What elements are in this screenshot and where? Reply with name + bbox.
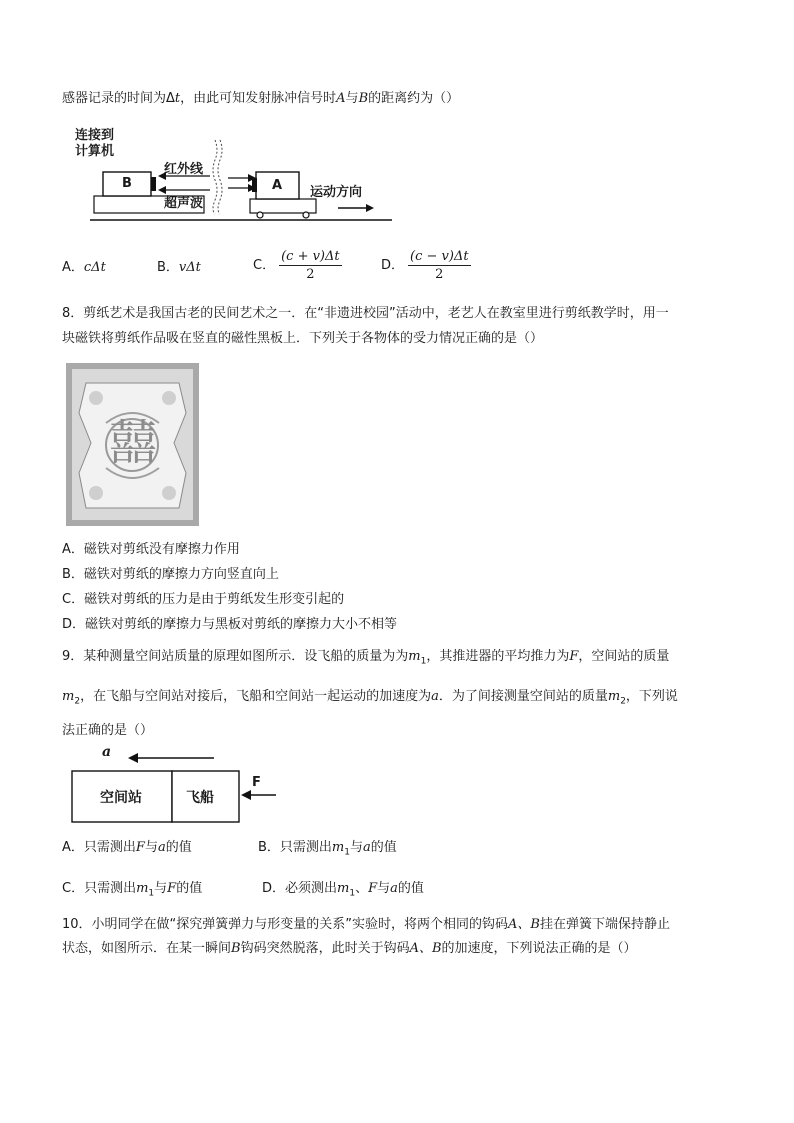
q7-figure	[60, 122, 400, 232]
q10-stem-line1: 10．小明同学在做“探究弹簧弹力与形变量的关系”实验时，将两个相同的钩码A、B挂在弹簧下端保持静止	[62, 917, 670, 932]
q7-option-b: B．vΔt	[157, 260, 201, 275]
q7-option-d: D． $\frac{(c - v)\Delta t}{2}$	[381, 249, 469, 282]
q8-option-c: C．磁铁对剪纸的压力是由于剪纸发生形变引起的	[62, 592, 345, 607]
q8-stem-line1: 8．剪纸艺术是我国古老的民间艺术之一．在“非遗进校园”活动中，老艺人在教室里进行剪纸教学时，用一	[62, 306, 669, 321]
acceleration-label: a	[102, 744, 112, 760]
force-label: F	[252, 775, 261, 790]
q9-stem-line3: 法正确的是（）	[62, 723, 154, 738]
q9-stem-line2: $m_2$，在飞船与空间站对接后，飞船和空间站一起运动的加速度为a．为了间接测量空间站的质量$m_2$，下列说	[62, 689, 678, 707]
q9-option-a: A．只需测出F与a的值	[62, 840, 192, 855]
q8-option-d: D．磁铁对剪纸的摩擦力与黑板对剪纸的摩擦力大小不相等	[62, 617, 398, 632]
q8-option-a: A．磁铁对剪纸没有摩擦力作用	[62, 542, 240, 557]
ultrasonic-label: 超声波	[164, 196, 204, 211]
q7-option-a: A．cΔt	[62, 260, 106, 275]
q8-option-b: B．磁铁对剪纸的摩擦力方向竖直向上	[62, 567, 279, 582]
station-label: 空间站	[100, 790, 142, 806]
box-a-label: A	[272, 178, 283, 193]
fraction-d: $\frac{(c - v)\Delta t}{2}$	[410, 249, 469, 282]
q8-stem-line2: 块磁铁将剪纸作品吸在竖直的磁性黑板上．下列关于各物体的受力情况正确的是（）	[62, 331, 544, 346]
q9-option-d: D．必须测出$m_1$、F与a的值	[262, 881, 424, 899]
fraction-c: $\frac{(c + v)\Delta t}{2}$	[281, 249, 340, 282]
q7-stem: 感器记录的时间为Δt，由此可知发射脉冲信号时A与B的距离约为（）	[62, 91, 460, 106]
double-happiness-glyph: 囍	[108, 415, 157, 471]
q7-option-c: C． $\frac{(c + v)\Delta t}{2}$	[253, 249, 340, 282]
infrared-label: 红外线	[164, 162, 204, 177]
box-b-label: B	[122, 176, 132, 191]
paper-cut-photo	[66, 363, 199, 526]
connect-label: 连接到 计算机	[75, 128, 115, 159]
q9-option-c: C．只需测出$m_1$与F的值	[62, 881, 203, 899]
ship-label: 飞船	[186, 790, 214, 806]
q9-option-b: B．只需测出$m_1$与a的值	[258, 840, 397, 858]
motion-label: 运动方向	[310, 185, 363, 200]
q9-stem-line1: 9．某种测量空间站质量的原理如图所示．设飞船的质量为为$m_1$，其推进器的平均推力为F，空间站的质量	[62, 649, 670, 667]
q9-figure	[70, 744, 290, 828]
q10-stem-line2: 状态，如图所示．在某一瞬间B钩码突然脱落，此时关于钩码A、B的加速度，下列说法正确的是（）	[62, 941, 637, 956]
